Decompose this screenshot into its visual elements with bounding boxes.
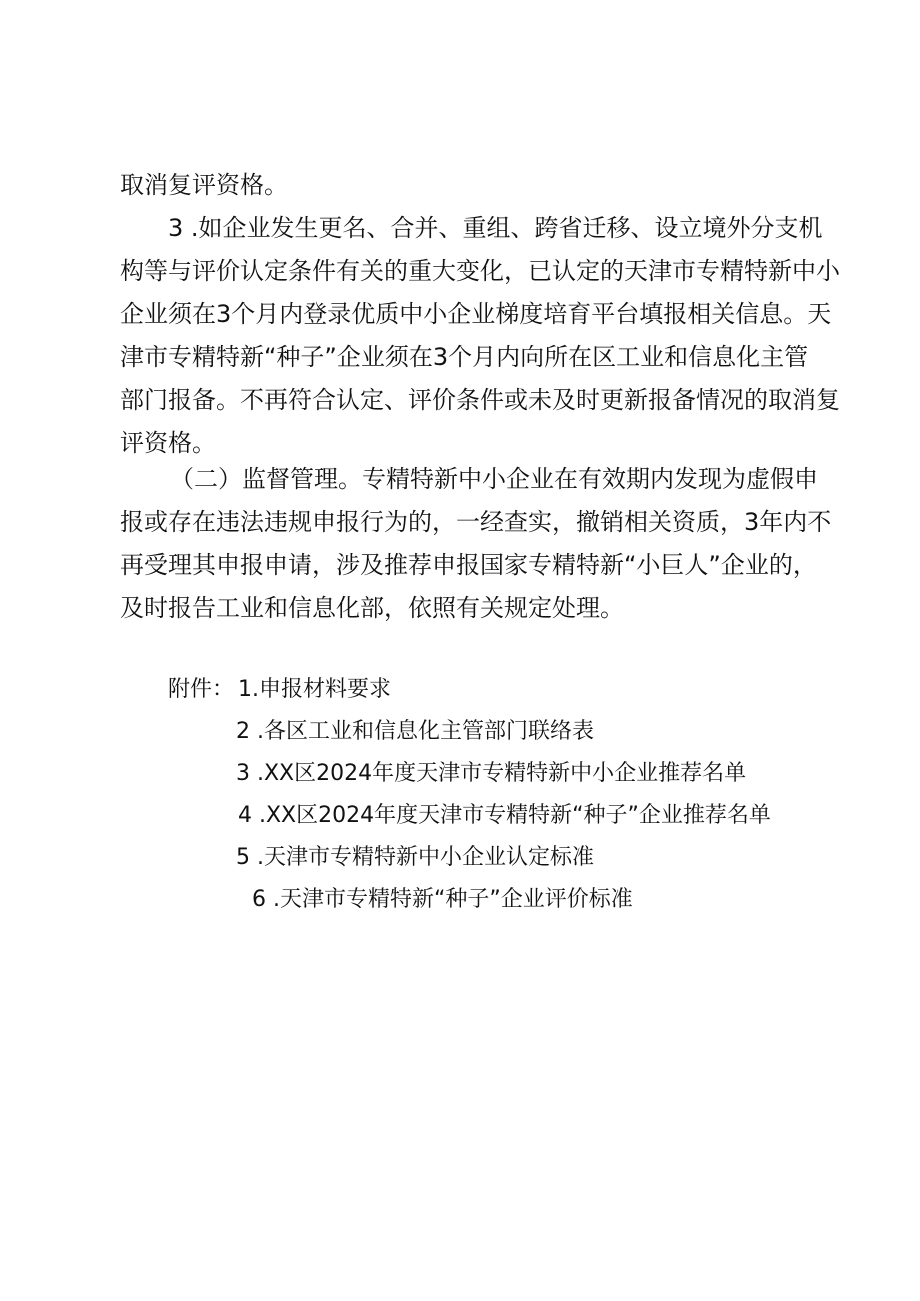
paragraph-line: 企业须在3个月内登录优质中小企业梯度培育平台填报相关信息。天	[120, 300, 832, 328]
paragraph-line: （二）监督管理。专精特新中小企业在有效期内发现为虚假申	[170, 465, 818, 493]
attachment-item: 1.申报材料要求	[238, 677, 391, 702]
paragraph-line: 取消复评资格。	[120, 171, 288, 199]
paragraph-line: 评资格。	[120, 429, 216, 457]
attachments-label: 附件：	[168, 677, 235, 702]
attachment-item: 4 .XX区2024年度天津市专精特新“种子”企业推荐名单	[238, 803, 771, 828]
paragraph-line: 部门报备。不再符合认定、评价条件或未及时更新报备情况的取消复	[120, 386, 840, 414]
attachment-item: 6 .天津市专精特新“种子”企业评价标准	[252, 887, 633, 912]
paragraph-line: 再受理其申报申请，涉及推荐申报国家专精特新“小巨人”企业的，	[120, 551, 817, 579]
attachment-item: 3 .XX区2024年度天津市专精特新中小企业推荐名单	[236, 761, 747, 786]
paragraph-line: 报或存在违法违规申报行为的，一经查实，撤销相关资质，3年内不	[120, 508, 832, 536]
paragraph-line: 构等与评价认定条件有关的重大变化，已认定的天津市专精特新中小	[120, 257, 840, 285]
paragraph-line: 津市专精特新“种子”企业须在3个月内向所在区工业和信息化主管	[120, 343, 809, 371]
paragraph-line: 3 .如企业发生更名、合并、重组、跨省迁移、设立境外分支机	[168, 214, 823, 242]
paragraph-line: 及时报告工业和信息化部，依照有关规定处理。	[120, 594, 624, 622]
attachment-item: 5 .天津市专精特新中小企业认定标准	[236, 845, 594, 870]
attachment-item: 2 .各区工业和信息化主管部门联络表	[236, 719, 594, 744]
